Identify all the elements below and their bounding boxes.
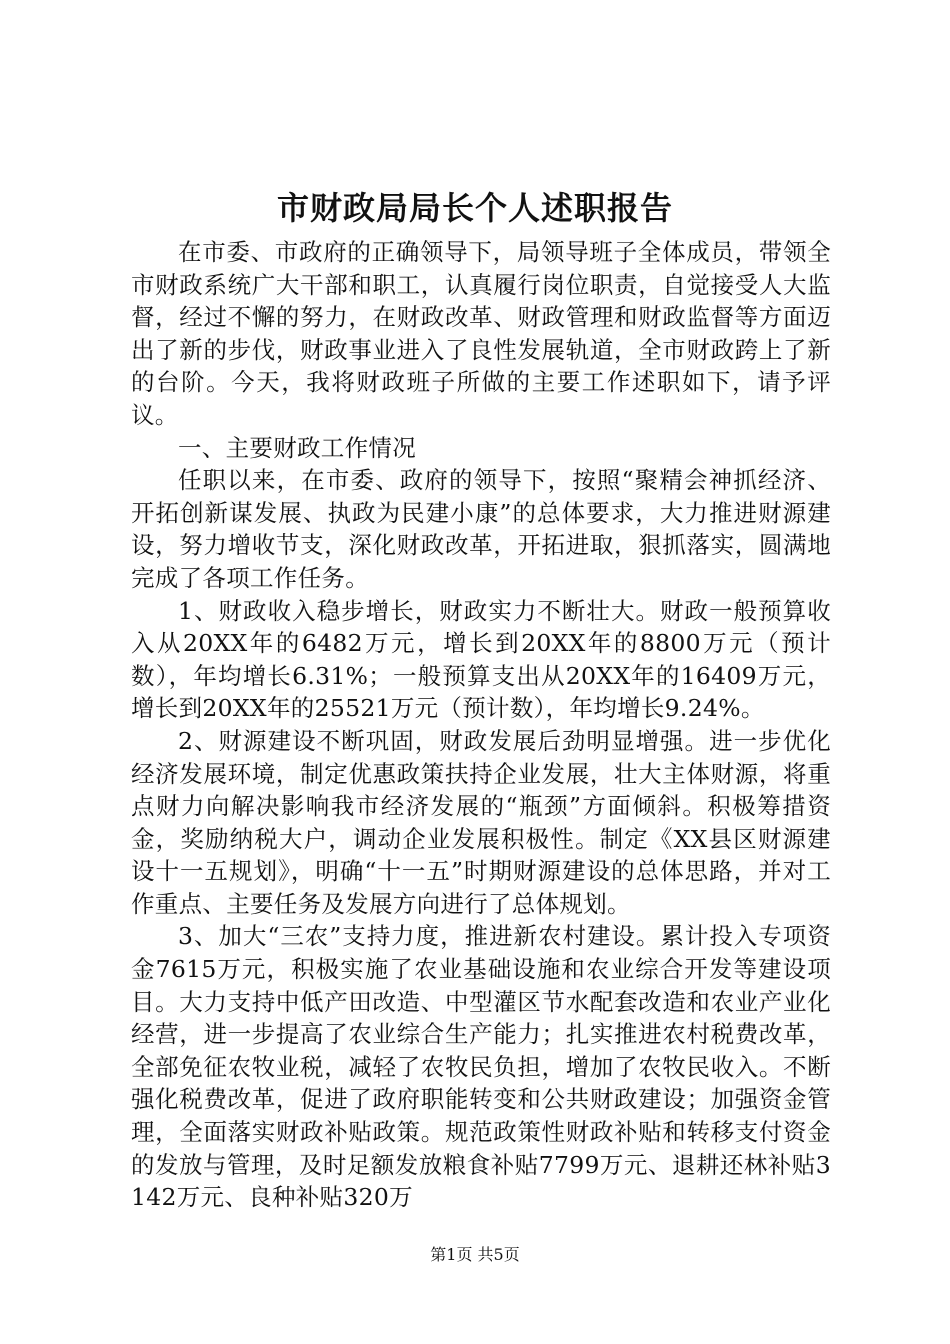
document-title: 市财政局局长个人述职报告	[276, 189, 673, 227]
paragraph-item-2: 2、财源建设不断巩固，财政发展后劲明显增强。进一步优化经济发展环境，制定优惠政策扶持企业发展，壮大主体财源，将重点财力向解决影响我市经济发展的“瓶颈”方面倾斜。积极筹措资金，奖励纳税大户，调动企业发展积极性。制定《XX县区财源建设十一五规划》，明确“十一五”时期财源建设的总体思路，并对工作重点、主要任务及发展方向进行了总体规划。	[131, 726, 831, 918]
paragraph-item-3: 3、加大“三农”支持力度，推进新农村建设。累计投入专项资金7615万元，积极实施了农业基础设施和农业综合开发等建设项目。大力支持中低产田改造、中型灌区节水配套改造和农业产业化经营，进一步提高了农业综合生产能力；扎实推进农村税费改革，全部免征农牧业税，减轻了农牧民负担，增加了农牧民收入。不断强化税费改革，促进了政府职能转变和公共财政建设；加强资金管理，全面落实财政补贴政策。规范政策性财政补贴和转移支付资金的发放与管理，及时足额发放粮食补贴7799万元、退耕还林补贴3142万元、良种补贴320万	[131, 922, 831, 1212]
paragraph-overview: 任职以来，在市委、政府的领导下，按照“聚精会神抓经济、开拓创新谋发展、执政为民建小康”的总体要求，大力推进财源建设，努力增收节支，深化财政改革，开拓进取，狠抓落实，圆满地完成了各项工作任务。	[131, 466, 831, 592]
paragraph-intro: 在市委、市政府的正确领导下，局领导班子全体成员，带领全市财政系统广大干部和职工，认真履行岗位职责，自觉接受人大监督，经过不懈的努力，在财政改革、财政管理和财政监督等方面迈出了新的步伐，财政事业进入了良性发展轨道，全市财政跨上了新的台阶。今天，我将财政班子所做的主要工作述职如下，请予评议。	[131, 238, 831, 429]
section-heading: 一、主要财政工作情况	[178, 433, 416, 462]
page-footer: 第1页 共5页	[430, 1245, 520, 1264]
paragraph-item-1: 1、财政收入稳步增长，财政实力不断壮大。财政一般预算收入从20XX年的6482万元，增长到20XX年的8800万元（预计数），年均增长6.31%；一般预算支出从20XX年的16409万元，增长到20XX年的25521万元（预计数），年均增长9.24%。	[131, 596, 831, 723]
document-body	[131, 236, 831, 1214]
